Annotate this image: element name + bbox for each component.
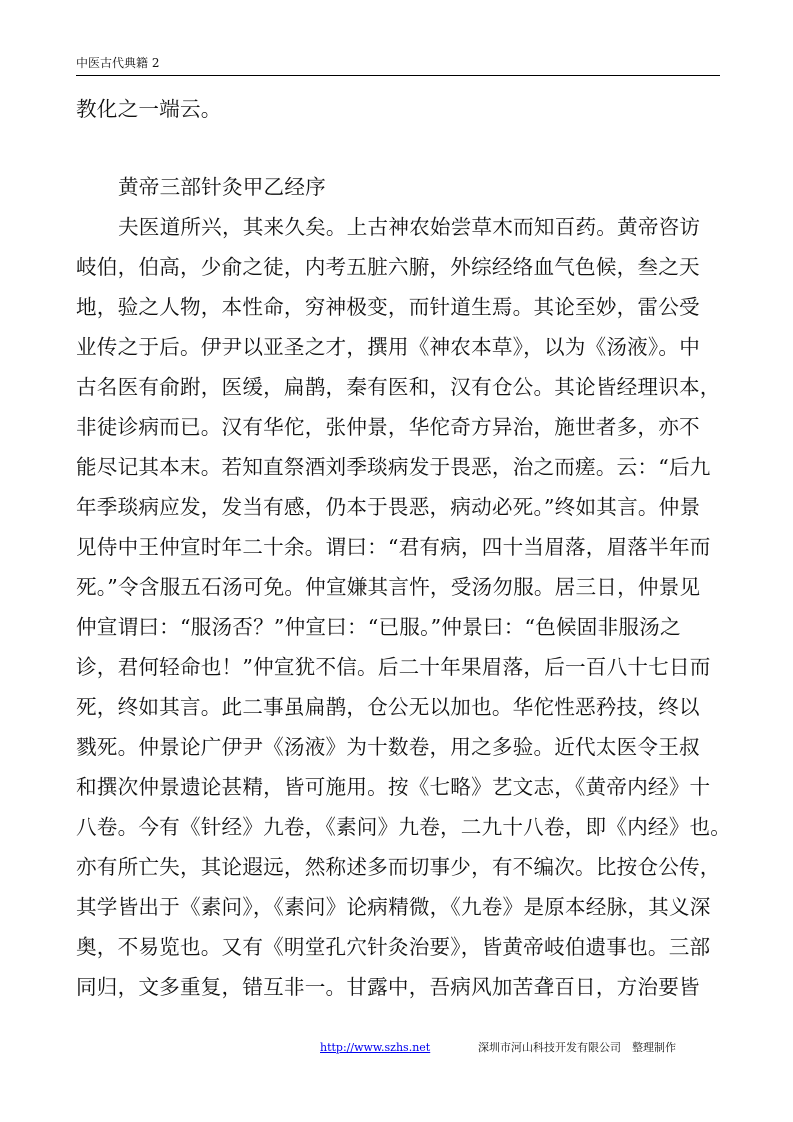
paragraph-line: 见侍中王仲宣时年二十余。谓曰：“君有病，四十当眉落，眉落半年而 [76,535,711,559]
paragraph-line: 八卷。今有《针经》九卷，《素问》九卷，二九十八卷，即《内经》也。 [76,815,732,839]
paragraph-line: 非徒诊病而已。汉有华佗，张仲景，华佗奇方异治，施世者多，亦不 [76,415,700,439]
paragraph-line: 亦有所亡失，其论遐远，然称述多而切事少，有不编次。比按仓公传， [76,855,721,879]
paragraph-line: 其学皆出于《素问》，《素问》论病精微，《九卷》是原本经脉，其义深 [76,895,711,919]
paragraph-line: 古名医有俞跗，医缓，扁鹊，秦有医和，汉有仓公。其论皆经理识本， [76,375,721,399]
page-header [76,56,720,76]
footer-website-link[interactable]: http://www.szhs.net [320,1041,431,1054]
header-title: 中医古代典籍 2 [76,56,160,70]
paragraph-line: 和撰次仲景遗论甚精，皆可施用。按《七略》艺文志，《黄帝内经》十 [76,775,711,799]
paragraph-line: 年季琰病应发，发当有感，仍本于畏恶，病动必死。”终如其言。仲景 [76,495,701,519]
paragraph-line: 死。”令含服五石汤可免。仲宣嫌其言忤，受汤勿服。居三日，仲景见 [76,575,701,599]
paragraph-line: 岐伯，伯高，少俞之徒，内考五脏六腑，外综经络血气色候，叁之天 [76,255,700,279]
first-line: 教化之一端云。 [76,97,222,121]
paragraph-line: 地，验之人物，本性命，穷神极变，而针道生焉。其论至妙，雷公受 [76,295,700,319]
paragraph-line: 夫医道所兴，其来久矣。上古神农始尝草木而知百药。黄帝咨访 [118,215,701,239]
paragraph-line: 能尽记其本末。若知直祭酒刘季琰病发于畏恶，治之而瘥。云：“后九 [76,455,711,479]
paragraph-line: 奥，不易览也。又有《明堂孔穴针灸治要》，皆黄帝岐伯遗事也。三部 [76,935,711,959]
paragraph-line: 仲宣谓曰：“服汤否？”仲宣曰：“已服。”仲景曰：“色候固非服汤之 [76,615,681,639]
paragraph-line: 死，终如其言。此二事虽扁鹊，仓公无以加也。华佗性恶矜技，终以 [76,695,700,719]
page-footer [0,1040,793,1056]
paragraph-line: 同归，文多重复，错互非一。甘露中，吾病风加苦聋百日，方治要皆 [76,975,700,999]
paragraph-line: 戮死。仲景论广伊尹《汤液》为十数卷，用之多验。近代太医令王叔 [76,735,700,759]
document-body [76,89,732,1007]
paragraph-line: 诊，君何轻命也！”仲宣犹不信。后二十年果眉落，后一百八十七日而 [76,655,711,679]
paragraph-line: 业传之于后。伊尹以亚圣之才，撰用《神农本草》，以为《汤液》。中 [76,335,701,359]
section-title: 黄帝三部针灸甲乙经序 [118,175,326,199]
footer-company: 深圳市河山科技开发有限公司 整理制作 [478,1041,676,1054]
